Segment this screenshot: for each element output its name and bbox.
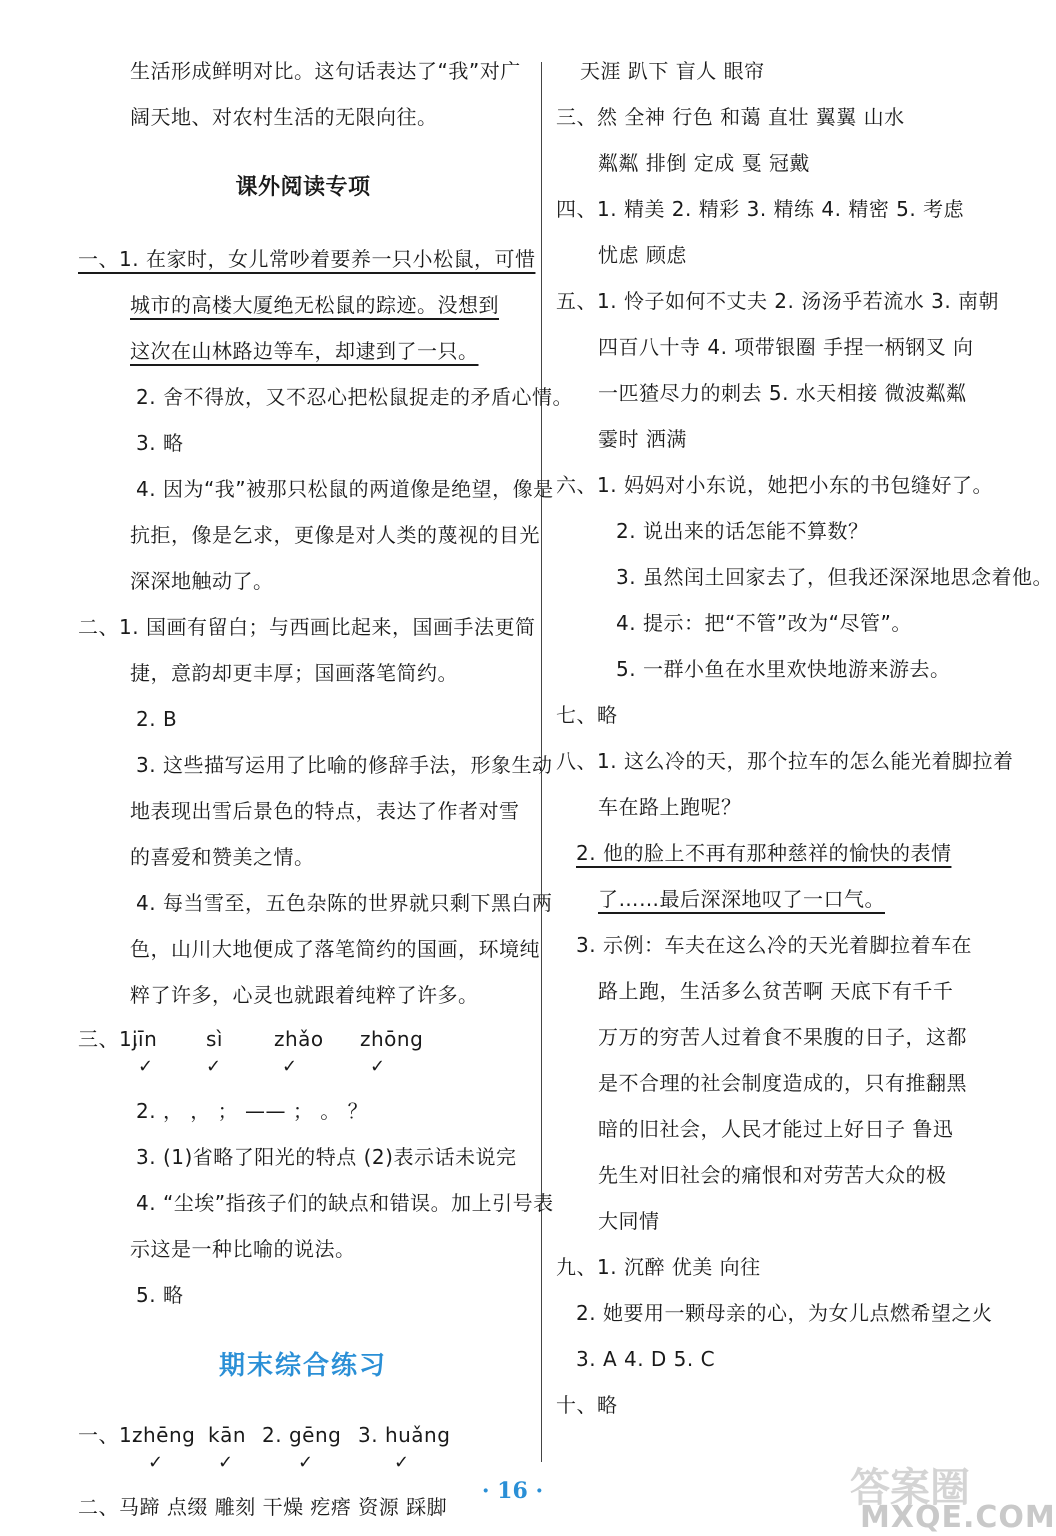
underlined-text: 一、1. 在家时，女儿常吵着要养一只小松鼠，可惜 (78, 247, 536, 271)
answer-line: 暗的旧社会，人民才能过上好日子 鲁迅 (598, 1117, 954, 1141)
answer-line: 深深地触动了。 (130, 569, 274, 593)
pinyin-text: jīn (132, 1027, 158, 1051)
pinyin-text: sì (206, 1027, 223, 1051)
answer-line: 抗拒，像是乞求，更像是对人类的蔑视的目光 (130, 523, 540, 547)
answer-line: 四百八十寺 4. 项带银圈 手捏一柄钢叉 向 (598, 335, 974, 359)
answer-line: 霎时 洒满 (598, 427, 687, 451)
right-column (556, 48, 1053, 1428)
check-mark-icon: ✓ (298, 1452, 314, 1473)
section-title: 期末综合练习 (218, 1351, 387, 1381)
answer-line: 地表现出雪后景色的特点，表达了作者对雪 (130, 799, 520, 823)
check-mark-icon: ✓ (148, 1452, 164, 1473)
answer-line: 先生对旧社会的痛恨和对劳苦大众的极 (598, 1163, 947, 1187)
answer-line: 二、1. 国画有留白；与西画比起来，国画手法更简 (78, 615, 536, 639)
text-line: 阔天地、对农村生活的无限向往。 (130, 105, 438, 129)
answer-line (78, 282, 528, 328)
answer-line: 3. 虽然闰土回家去了，但我还深深地思念着他。 (616, 565, 1053, 589)
answer-line: 九、1. 沉醉 优美 向往 (556, 1255, 761, 1279)
answer-line: 是不合理的社会制度造成的，只有推翻黑 (598, 1071, 967, 1095)
pinyin-text: 3. huǎng (358, 1423, 451, 1447)
answer-line: 色，山川大地便成了落笔简约的国画，环境纯 (130, 937, 540, 961)
check-mark-icon: ✓ (282, 1056, 298, 1077)
answer-line: 八、1. 这么冷的天，那个拉车的怎么能光着脚拉着 (556, 749, 1014, 773)
left-column (78, 48, 573, 1530)
answer-line (572, 876, 992, 922)
answer-line: 2. 舍不得放，又不忍心把松鼠捉走的矛盾心情。 (136, 385, 573, 409)
pinyin-text: zhǎo (274, 1027, 324, 1051)
answer-line: 路上跑，生活多么贫苦啊 天底下有千千 (598, 979, 954, 1003)
check-mark-icon: ✓ (394, 1452, 410, 1473)
answer-line: 3. 示例：车夫在这么冷的天光着脚拉着车在 (576, 933, 972, 957)
pinyin-text: zhēng (132, 1423, 196, 1447)
answer-line: 2. 说出来的话怎能不算数？ (616, 519, 869, 543)
answer-line: 4. 因为“我”被那只松鼠的两道像是绝望，像是 (136, 477, 554, 501)
answer-line (78, 328, 528, 374)
answer-line: 五、1. 怜子如何不丈夫 2. 汤汤乎若流水 3. 南朝 (556, 289, 1000, 313)
check-mark-icon: ✓ (370, 1056, 386, 1077)
pinyin-answer-line (78, 1018, 528, 1088)
watermark-logo (842, 1456, 1056, 1535)
answer-line: 三、然 全神 行色 和蔼 直壮 翼翼 山水 (556, 105, 905, 129)
answer-line: 3. 略 (136, 431, 184, 455)
answer-line: 大同情 (598, 1209, 660, 1233)
answer-line: 5. 一群小鱼在水里欢快地游来游去。 (616, 657, 951, 681)
section-title: 课外阅读专项 (235, 175, 371, 200)
answer-line: 粼粼 排倒 定成 戛 冠戴 (598, 151, 810, 175)
answer-line: 忧虑 顾虑 (598, 243, 687, 267)
answer-line: 七、略 (556, 703, 618, 727)
answer-line: 车在路上跑呢？ (598, 795, 742, 819)
answer-line: 4. 每当雪至，五色杂陈的世界就只剩下黑白两 (136, 891, 553, 915)
check-mark-icon: ✓ (138, 1056, 154, 1077)
check-mark-icon: ✓ (206, 1056, 222, 1077)
pinyin-answer-line (78, 1414, 528, 1484)
pinyin-text: kān (208, 1423, 247, 1447)
answer-line: 示这是一种比喻的说法。 (130, 1237, 356, 1261)
answer-line: 5. 略 (136, 1283, 184, 1307)
answer-line: 3. (1)省略了阳光的特点 (2)表示话未说完 (136, 1145, 517, 1169)
answer-line: 二、马蹄 点缀 雕刻 干燥 疙瘩 资源 踩脚 (78, 1495, 448, 1519)
answer-line: 天涯 趴下 盲人 眼帘 (580, 59, 765, 83)
answer-line: 捷，意韵却更丰厚；国画落笔简约。 (130, 661, 458, 685)
answer-line: 一匹猹尽力的刺去 5. 水天相接 微波粼粼 (598, 381, 967, 405)
underlined-text: 这次在山林路边等车，却逮到了一只。 (130, 339, 479, 363)
answer-line: 2. ， ， ； —— ； 。 ？ (136, 1099, 369, 1123)
answer-line: 的喜爱和赞美之情。 (130, 845, 315, 869)
answer-line: 3. 这些描写运用了比喻的修辞手法，形象生动 (136, 753, 553, 777)
answer-line: 2. B (136, 707, 178, 731)
answer-line: 4. “尘埃”指孩子们的缺点和错误。加上引号表 (136, 1191, 554, 1215)
answer-line: 四、1. 精美 2. 精彩 3. 精练 4. 精密 5. 考虑 (556, 197, 965, 221)
answer-line: 4. 提示：把“不管”改为“尽管”。 (616, 611, 912, 635)
item-prefix: 三、1. (78, 1027, 140, 1051)
answer-line: 六、1. 妈妈对小东说，她把小东的书包缝好了。 (556, 473, 993, 497)
answer-line: 2. 她要用一颗母亲的心，为女儿点燃希望之火 (576, 1301, 993, 1325)
pinyin-text: zhōng (360, 1027, 424, 1051)
text-line: 生活形成鲜明对比。这句话表达了“我”对广 (130, 59, 521, 83)
answer-line: 十、略 (556, 1393, 618, 1417)
answer-line: 粹了许多，心灵也就跟着纯粹了许多。 (130, 983, 479, 1007)
answer-line (572, 830, 992, 876)
underlined-text: 2. 他的脸上不再有那种慈祥的愉快的表情 (576, 841, 952, 865)
page-number: · 16 · (481, 1478, 544, 1504)
underlined-text: 了……最后深深地叹了一口气。 (598, 887, 885, 911)
underlined-text: 城市的高楼大厦绝无松鼠的踪迹。没想到 (130, 293, 499, 317)
answer-line (78, 236, 536, 282)
item-prefix: 一、1. (78, 1423, 140, 1447)
check-mark-icon: ✓ (218, 1452, 234, 1473)
watermark-top-text: 答案圈 (850, 1465, 970, 1511)
watermark-url-text: MXQE.COM (860, 1500, 1056, 1535)
answer-line: 万万的穷苦人过着食不果腹的日子，这都 (598, 1025, 967, 1049)
pinyin-text: 2. gēng (262, 1423, 342, 1447)
answer-line: 3. A 4. D 5. C (576, 1347, 716, 1371)
